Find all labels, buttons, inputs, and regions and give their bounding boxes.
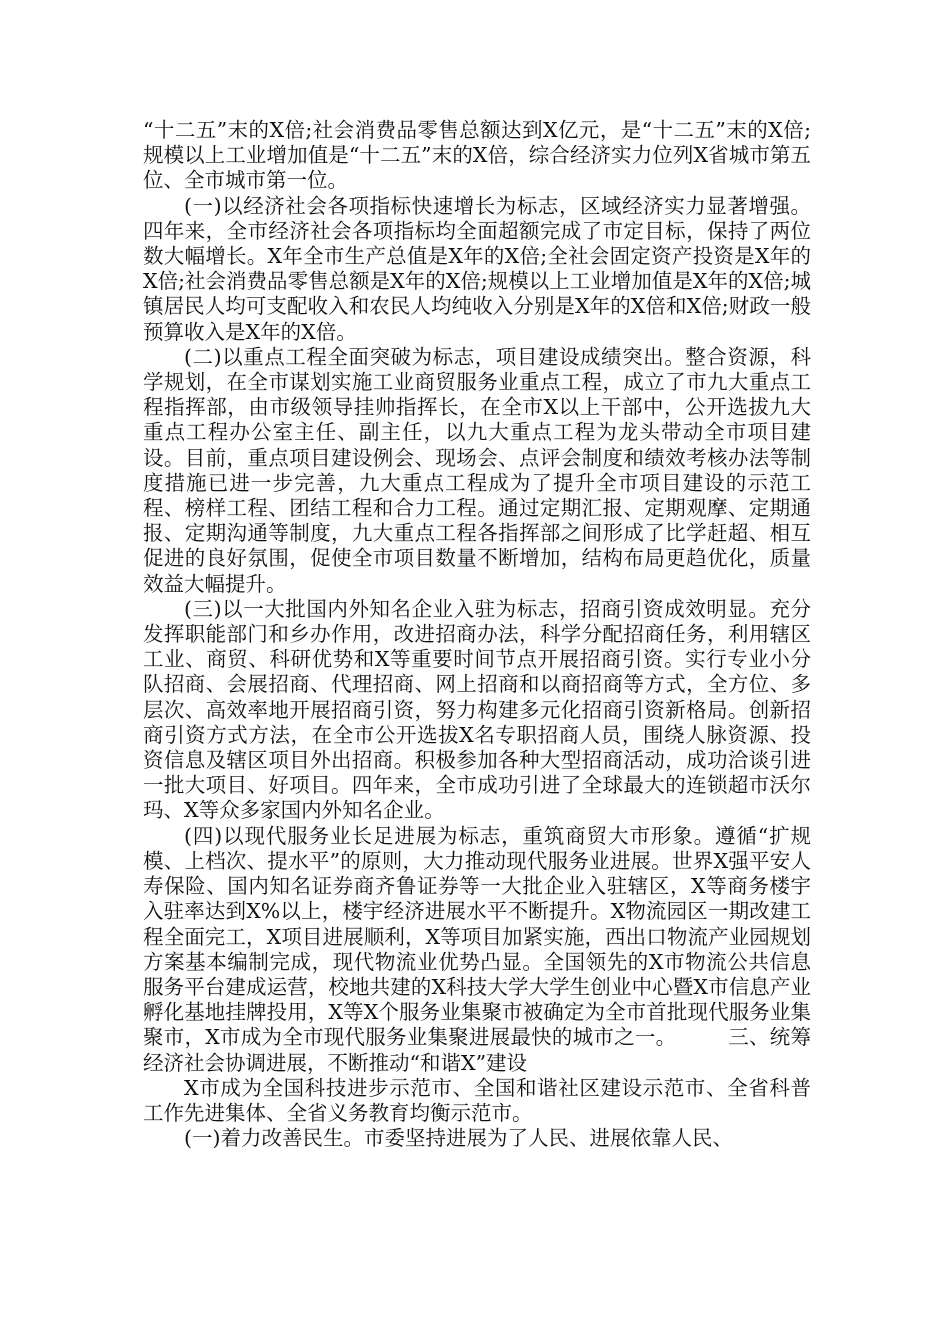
paragraph-investment-attraction: (三)以一大批国内外知名企业入驻为标志，招商引资成效明显。充分发挥职能部门和乡办作用，改进招商办法，科学分配招商任务，利用辖区工业、商贸、科研优势和X等重要时间节点开展招商引资。实行专业小分队招商、会展招商、代理招商、网上招商和以商招商等方式，全方位、多层次、高效率地开展招商引资，努力构建多元化招商引资新格局。创新招商引资方式方法，在全市公开选拔X名专职招商人员，围绕人脉资源、投资信息及辖区项目外出招商。积极参加各种大型招商活动，成功洽谈引进一批大项目、好项目。四年来，全市成功引进了全球最大的连锁超市沃尔玛、X等众多家国内外知名企业。 — [143, 596, 811, 823]
paragraph-modern-services: (四)以现代服务业长足进展为标志，重筑商贸大市形象。遵循“扩规模、上档次、提水平”的原则，大力推动现代服务业进展。世界X强平安人寿保险、国内知名证券商齐鲁证券等一大批企业入驻辖区，X等商务楼宇入驻率达到X%以上，楼宇经济进展水平不断提升。X物流园区一期改建工程全面完工，X项目进展顺利，X等项目加紧实施，西出口物流产业园规划方案基本编制完成，现代物流业优势凸显。全国领先的X市物流公共信息服务平台建成运营，校地共建的X科技大学大学生创业中心暨X市信息产业孵化基地挂牌投用，X等X个服务业集聚市被确定为全市首批现代服务业集聚市，X市成为全市现代服务业集聚进展最快的城市之一。 三、统筹经济社会协调进展，不断推动“和谐X”建设 — [143, 823, 811, 1075]
document-body — [143, 118, 811, 1151]
paragraph-continuation: “十二五”末的X倍;社会消费品零售总额达到X亿元，是“十二五”末的X倍;规模以上工业增加值是“十二五”末的X倍，综合经济实力位列X省城市第五位、全市城市第一位。 — [143, 118, 811, 193]
paragraph-livelihood: (一)着力改善民生。市委坚持进展为了人民、进展依靠人民、 — [184, 1126, 733, 1151]
paragraph-key-projects: (二)以重点工程全面突破为标志，项目建设成绩突出。整合资源，科学规划，在全市谋划实施工业商贸服务业重点工程，成立了市九大重点工程指挥部，由市级领导挂帅指挥长，在全市X以上干部中，公开选拔九大重点工程办公室主任、副主任，以九大重点工程为龙头带动全市项目建设。目前，重点项目建设例会、现场会、点评会制度和绩效考核办法等制度措施已进一步完善，九大重点工程成为了提升全市项目建设的示范工程、榜样工程、团结工程和合力工程。通过定期汇报、定期观摩、定期通报、定期沟通等制度，九大重点工程各指挥部之间形成了比学赶超、相互促进的良好氛围，促使全市项目数量不断增加，结构布局更趋优化，质量效益大幅提升。 — [143, 344, 811, 596]
paragraph-demonstration-city: X市成为全国科技进步示范市、全国和谐社区建设示范市、全省科普工作先进集体、全省义务教育均衡示范市。 — [143, 1075, 811, 1125]
paragraph-economic-strength: (一)以经济社会各项指标快速增长为标志，区域经济实力显著增强。四年来，全市经济社会各项指标均全面超额完成了市定目标，保持了两位数大幅增长。X年全市生产总值是X年的X倍;全社会固定资产投资是X年的X倍;社会消费品零售总额是X年的X倍;规模以上工业增加值是X年的X倍;城镇居民人均可支配收入和农民人均纯收入分别是X年的X倍和X倍;财政一般预算收入是X年的X倍。 — [143, 193, 811, 344]
